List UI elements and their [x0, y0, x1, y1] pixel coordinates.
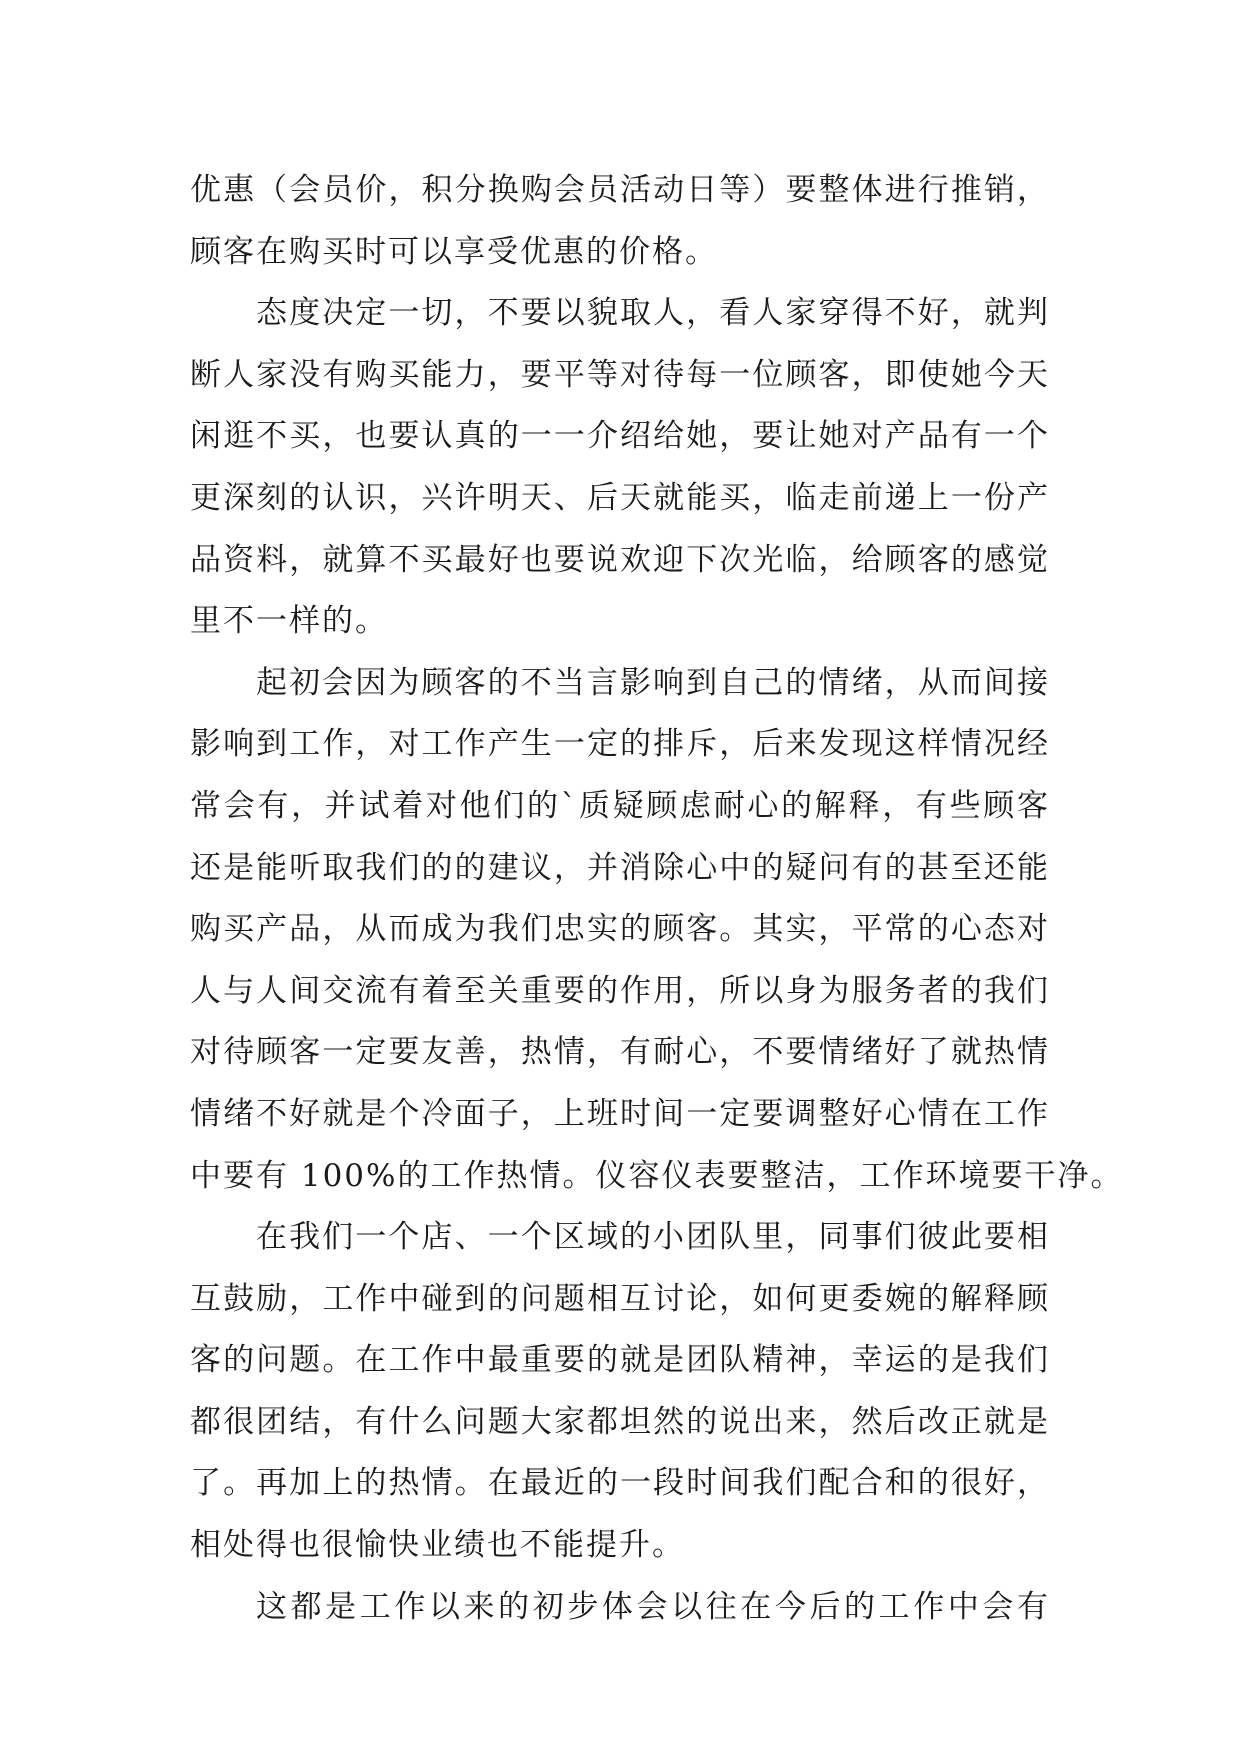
text-line: 更深刻的认识，兴许明天、后天就能买，临走前递上一份产 [190, 479, 1050, 516]
text-line: 相处得也很愉快业绩也不能提升。 [190, 1527, 685, 1564]
text-line: 还是能听取我们的的建议，并消除心中的疑问有的甚至还能 [190, 849, 1050, 886]
text-line: 购买产品，从而成为我们忠实的顾客。其实，平常的心态对 [190, 911, 1050, 948]
text-line: 优惠（会员价，积分换购会员活动日等）要整体进行推销， [190, 172, 1050, 208]
text-line: 互鼓励，工作中碰到的问题相互讨论，如何更委婉的解释顾 [190, 1280, 1050, 1317]
text-line: 在我们一个店、一个区域的小团队里，同事们彼此要相 [256, 1219, 1050, 1256]
text-line: 闲逛不买，也要认真的一一介绍给她，要让她对产品有一个 [190, 418, 1050, 455]
text-line: 态度决定一切，不要以貌取人，看人家穿得不好，就判 [256, 295, 1050, 332]
text-line: 这都是工作以来的初步体会以往在今后的工作中会有 [256, 1588, 1050, 1625]
text-line: 人与人间交流有着至关重要的作用，所以身为服务者的我们 [190, 972, 1050, 1009]
text-line: 断人家没有购买能力，要平等对待每一位顾客，即使她今天 [190, 356, 1050, 393]
text-line: 品资料，就算不买最好也要说欢迎下次光临，给顾客的感觉 [190, 541, 1050, 578]
text-line: 对待顾客一定要友善，热情，有耐心，不要情绪好了就热情 [190, 1034, 1050, 1071]
text-line: 起初会因为顾客的不当言影响到自己的情绪，从而间接 [256, 664, 1050, 701]
body-text [190, 160, 1124, 1638]
text-line: 里不一样的。 [190, 603, 388, 640]
text-line: 顾客在购买时可以享受优惠的价格。 [190, 233, 718, 270]
text-line: 中要有 100%的工作热情。仪容仪表要整洁，工作环境要干净。 [190, 1157, 1124, 1194]
text-line: 都很团结，有什么问题大家都坦然的说出来，然后改正就是 [190, 1403, 1050, 1440]
text-line: 情绪不好就是个冷面子，上班时间一定要调整好心情在工作 [190, 1095, 1050, 1132]
text-line: 了。再加上的热情。在最近的一段时间我们配合和的很好， [190, 1465, 1050, 1502]
text-line: 客的问题。在工作中最重要的就是团队精神，幸运的是我们 [190, 1342, 1050, 1379]
text-line: 影响到工作，对工作产生一定的排斥，后来发现这样情况经 [190, 726, 1050, 763]
text-line: 常会有，并试着对他们的`质疑顾虑耐心的解释，有些顾客 [190, 787, 1050, 824]
